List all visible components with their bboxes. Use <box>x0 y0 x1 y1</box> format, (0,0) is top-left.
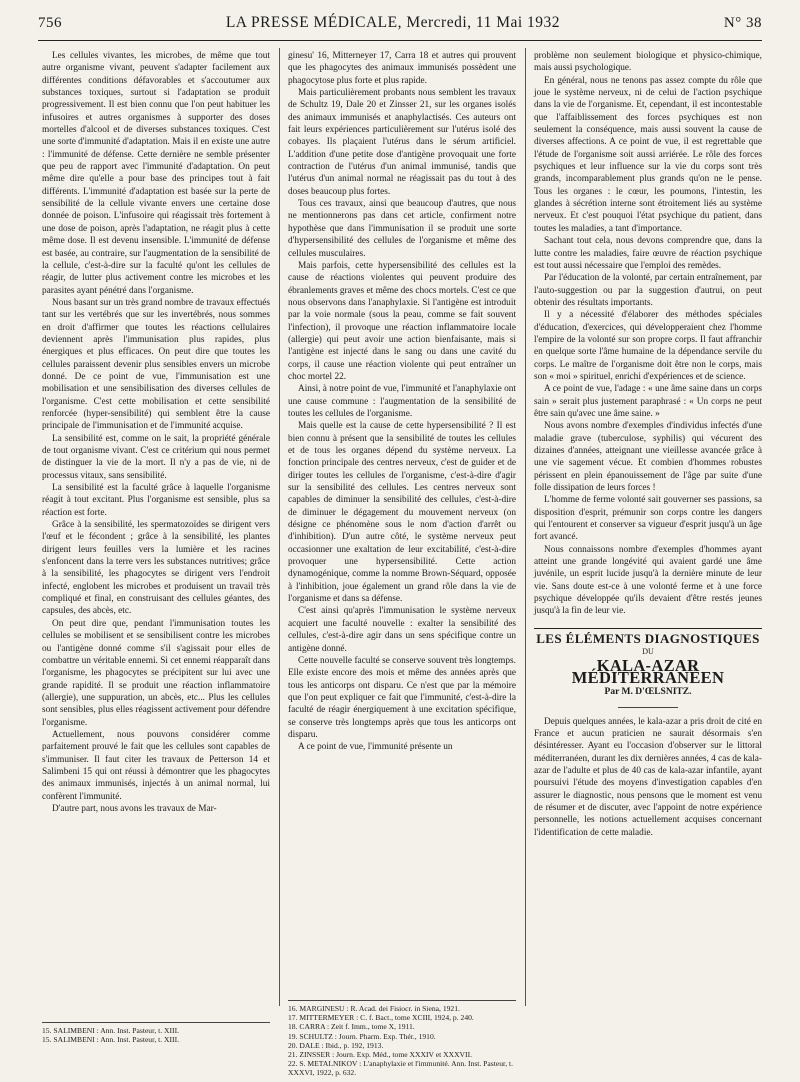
footnote: 15. SALIMBENI : Ann. Inst. Pasteur, t. XIII. <box>42 1026 180 1035</box>
footnote: 21. ZINSSER : Journ. Exp. Méd., tome XXXIV et XXXVII. <box>288 1050 472 1060</box>
paragraph: Nous basant sur un très grand nombre de travaux effectués tant sur les vertébrés que sur les invertébrés, nous sommes en droit d'affirmer que toutes les réactions cellulaires deviennent après l'immunisation plus rapides, plus énergiques et plus efficaces. On peut dire que toutes les cellules paraissent devenir plus sensibles envers un microbe donné. De ce point de vue, l'immunisation est une mobilisation et une sensibilisation des diverses cellules de l'organisme. C'est cette mobilisation et cette sensibilité renforcée (hyper-sensibilité) qui semblent être la cause principale de l'immunisation et de l'immunité acquise. <box>42 297 270 432</box>
issue-number: N° 38 <box>723 15 762 31</box>
header-rule <box>38 40 762 41</box>
footnote: 19. SCHULTZ : Journ. Pharm. Exp. Thér., 1910. <box>288 1031 436 1041</box>
article-paragraph: Depuis quelques années, le kala-azar a pris droit de cité en France et aucun praticien ne saurait désormais s'en désintéresser. Ayant eu l'occasion d'observer sur le littoral méditerranéen, durant les dix dernières années, 4 cas de kala-azar de l'adulte et plus de 40 cas de kala-azar infantile, ayant poursuivi l'étude des moyens d'investigation capables d'en assurer le diagnostic, nous pensons que le moment est venu de résumer et de discuter, avec l'appoint de notre expérience personnelle, les notions actuellement acquises concernant l'identification de cette maladie. <box>534 716 762 838</box>
paragraph: ginesu' 16, Mitterneyer 17, Carra 18 et autres qui prouvent que les phagocytes des animaux immunisés possèdent une phagocytose plus forte et plus rapide. <box>288 51 516 86</box>
article-author: Par M. D'ŒLSNITZ. <box>604 687 692 698</box>
paragraph: Mais particulièrement probants nous semblent les travaux de Schultz 19, Dale 20 et Zinsser 21, sur les organes isolés des animaux immunisés et anaphylactisés. Ces auteurs ont fait leurs expériences particulièrement sur l'utérus isolé des cobayes. Ils plaçaient l'utérus dans le sérum artificiel. L'addition d'une petite dose d'antigène provoquait une forte contraction de l'utérus d'un animal immunisé, tandis que l'utérus d'un animal normal ne réagissait pas du tout à des doses beaucoup plus fortes. <box>288 88 516 197</box>
paragraph: Nous connaissons nombre d'exemples d'hommes ayant atteint une grande longévité qui avaient gardé une âme juvénile, un esprit lucide jusqu'à la dernière minute de leur vie. Sans doute est-ce à une volonté ferme et à une force psychique développée qu'ils devaient d'être restés jeunes jusqu'à la fin de leur vie. <box>534 544 762 617</box>
paragraph: En général, nous ne tenons pas assez compte du rôle que joue le système nerveux, ni de celui de l'action psychique dans la vie de l'organisme. Et, cependant, il est incontestable que l'affaiblissement des forces psychiques est non seulement la conséquence, mais aussi souvent la cause de diverses affections. A ce point de vue, il est regrettable que l'étude de l'organisme soit aussi arriérée. Le rôle des forces psychiques et leur influence sur la vie du corps sont très grands, incomparablement plus grands qu'on ne le pense. Tous les organes : le cœur, les poumons, l'intestin, les glandes à sécrétion interne sont étroitement liés au système nerveux. Et c'est pouquoi l'état psychique du patient, dans toutes les maladies, a tant d'importance. <box>534 75 762 234</box>
paragraph: L'homme de ferme volonté sait gouverner ses passions, sa disposition d'esprit, prémunir son corps contre les dangers qui l'entourent et conserver sa vigueur d'esprit jusqu'à un âge fort avancé. <box>534 495 762 543</box>
paragraph: Tous ces travaux, ainsi que beaucoup d'autres, que nous ne mentionnerons pas dans cet article, confirment notre hypothèse que dans l'immunisation il se produit une sorte d'hypersensibilité des cellules de l'organisme et même des cellules musculaires. <box>288 199 516 259</box>
column-1 <box>42 50 270 1010</box>
article-author-rule <box>618 707 678 708</box>
article-title: LES ÉLÉMENTS DIAGNOSTIQUES <box>536 630 760 646</box>
footnotes-column-2 <box>288 1000 516 1078</box>
footnote: 20. DALE : Ibid., p. 192, 1913. <box>288 1040 384 1050</box>
paragraph: D'autre part, nous avons les travaux de Mar- <box>52 803 217 814</box>
paragraph: Il y a nécessité d'élaborer des méthodes spéciales d'éducation, d'exercices, qui développeraient chez l'homme l'empire de la volonté sur son propre corps. Il faut affranchir en quelque sorte l'âme humaine de la dépendance servile du corps. Le maître de l'organisme doit être non le corps, mais son « moi » spirituel, enrichi d'expériences et de science. <box>534 310 762 382</box>
article-title-du: DU <box>642 647 654 657</box>
paragraph: C'est ainsi qu'après l'immunisation le système nerveux acquiert une faculté nouvelle : exalter la sensibilité des cellules, c'est-à-dire agir dans un sens spécifique contre un antigène donné. <box>288 606 516 654</box>
article-heading <box>534 628 762 708</box>
paragraph: Sachant tout cela, nous devons comprendre que, dans la lutte contre les maladies, faire œuvre de réaction psychique est tout aussi nécessaire que l'emploi des remèdes. <box>534 236 762 271</box>
column-3 <box>534 50 762 990</box>
paragraph: problème non seulement biologique et physico-chimique, mais aussi psychologique. <box>534 51 762 74</box>
paragraph: La sensibilité est la faculté grâce à laquelle l'organisme réagit à tout excitant. Plus l'organisme est sensible, plus sa réaction est forte. <box>42 483 270 518</box>
paragraph: Mais quelle est la cause de cette hypersensibilité ? Il est bien connu à présent que la sensibilité de toutes les cellules et de tous les organes dépend du système nerveux. La fonction principale des centres nerveux, c'est de guider et de diriger toutes les cellules de l'organisme, c'est-à-dire d'agir sur la sensibilité des cellules. Les centres nerveux sont capables de diminuer la sensibilité des cellules, c'est-à-dire de diminuer le dégagement du mouvement nerveux (on désigne ce phénomène sous le nom d'action d'arrêt ou d'inhibition). D'un autre côté, le système nerveux peut occasionner une exaltation de leur excitabilité, c'est-à-dire provoquer une hypersensibilité. Cette action dynamogénique, comme la nomme Brown-Séquard, opposée à l'inhibition, joue également un grand rôle dans la vie de l'organisme et dans sa défense. <box>288 421 516 605</box>
footnote-rule <box>288 1000 516 1001</box>
column-2 <box>288 50 516 1002</box>
column-divider <box>279 48 280 1006</box>
footnote: 16. MARGINESU : R. Acad. dei Fisiocr. in Siena, 1921. <box>288 1004 460 1013</box>
paragraph: Mais parfois, cette hypersensibilité des cellules est la cause de réactions violentes qui peuvent produire des ébranlements graves et même des chocs mortels. C'est ce que nous observons dans l'anaphylaxie. Si l'antigène est introduit par la voie normale (sous la peau, comme se fait souvent l'infection), il provoque une réaction inflammatoire locale (allergie) qui peut avoir une action bienfaisante, mais si l'antigène est injecté dans le sang ou dans une cavité du corps, il cause une réaction violente qui peut entraîner un choc mortel 22. <box>288 260 516 382</box>
publication-title: LA PRESSE MÉDICALE, Mercredi, 11 Mai 1932 <box>225 14 561 31</box>
article-main-title: KALA-AZAR MÉDITERRANÉEN <box>571 655 725 687</box>
paragraph: A ce point de vue, l'immunité présente un <box>298 742 453 753</box>
paragraph: Ainsi, à notre point de vue, l'immunité et l'anaphylaxie ont une cause commune : l'augmentation de la sensibilité de toutes les cellules de l'organisme. <box>288 384 516 419</box>
paragraph: On peut dire que, pendant l'immunisation toutes les cellules se mobilisent et se sensibilisent contre les microbes ou l'antigène donné comme s'il s'agissait pour elles de combattre un véritable ennemi. Si cet ennemi réapparaît dans l'organisme, les phagocytes se précipitent sur lui avec une grande rapidité. Il se produit une réaction inflammatoire (allergie), une suppuration, un abcès, etc... Plus les cellules sont sensibles, plus elles réagissent activement pour défendre l'organisme. <box>42 618 270 728</box>
footnote: 17. MITTERMEYER : C. f. Bact., tome XCIII, 1924, p. 240. <box>288 1013 474 1023</box>
paragraph: A ce point de vue, l'adage : « une âme saine dans un corps sain » serait plus justement paraphrasé : « Un corps ne peut être sain qu'avec une âme saine. » <box>534 384 762 419</box>
paragraph: Nous avons nombre d'exemples d'individus infectés d'une maladie grave (tuberculose, syphilis) qui vécurent des dizaines d'années, atteignant une vieillesse avancée grâce à une vie sagement vécue. Et combien d'hommes robustes périssent en plein épanouissement de l'âge par suite d'une folle dissipation de leurs forces ! <box>534 421 762 494</box>
paragraph: Les cellules vivantes, les microbes, de même que tout autre organisme vivant, peuvent s'adapter facilement aux différentes conditions défavorables et s'accoutumer aux substances toxiques, surtout si l'adaptation se produit progressivement. Il est bien connu que l'on peut habituer les infusoires et autres organismes à supporter des doses mortelles d'alcool et de diverses substances toxiques. C'est une sorte d'immunité d'adaptation. Mais il en existe une autre : l'immunité de défense. Cette dernière ne semble présenter que peu de rapport avec l'immunité d'adaptation. On peut même dire qu'elle a pour base des principes tout à fait différents. L'immunité d'adaptation est basée sur la perte de sensibilité de la cellule vivante envers une certaine dose donnée de poison. L'infusoire qui réagissait très fortement à une dose de poison, après l'adaptation, ne réagit plus à cette même dose. Il est devenu insensible. L'immunité de défense est basée, au contraire, sur l'augmentation de la sensibilité de la cellule, c'est-à-dire sur la faculté qu'ont les cellules de réagir, de lutter plus activement contre les microbes et les parasites ayant pénétré dans l'organisme. <box>42 51 270 296</box>
footnotes-column-1 <box>42 1022 270 1044</box>
paragraph: Par l'éducation de la volonté, par certain entraînement, par l'auto-suggestion ou par la suggestion d'autrui, on peut obtenir des résultats importants. <box>534 273 762 308</box>
paragraph: La sensibilité est, comme on le sait, la propriété générale de tout organisme vivant. C'est ce critérium qui nous permet de distinguer la vie de la mort. Il n'y a pas de vie, ni de processus vitaux, sans sensibilité. <box>42 433 270 481</box>
paragraph: Actuellement, nous pouvons considérer comme parfaitement prouvé le fait que les cellules sont capables de s'immuniser. Il faut citer les travaux de Petterson 14 et Salimbeni 15 qui ont réussi à démontrer que les phagocytes des animaux immunisés, injectés à un animal normal, lui confèrent l'immunité. <box>42 729 270 802</box>
column-divider <box>525 48 526 1006</box>
article-rule <box>534 628 762 629</box>
page-number: 756 <box>38 15 62 31</box>
footnote: 18. CARRA : Zeit f. Imm., tome X, 1911. <box>288 1022 415 1032</box>
page-header <box>38 14 762 38</box>
footnote-rule <box>42 1022 270 1023</box>
footnote: 15. SALIMBENI : Ann. Inst. Pasteur, t. XIII. <box>42 1035 180 1045</box>
paragraph: Grâce à la sensibilité, les spermatozoïdes se dirigent vers l'œuf et le fécondent ; grâce à la sensibilité, les plantes dirigent leurs feuilles vers la lumière et les racines s'enfoncent dans la terre vers les substances nutritives; grâce à la sensibilité, les phagocytes se dirigent vers l'endroit infecté, englobent les microbes et produisent un travail très compliqué et final, en construisant des cellules géantes, des capsules, des abcès, etc. <box>42 520 270 617</box>
footnote: 22. S. METALNIKOV : L'anaphylaxie et l'immunité. Ann. Inst. Pasteur, t. XXXVI, 1922, p. 632. <box>288 1059 514 1078</box>
paragraph: Cette nouvelle faculté se conserve souvent très longtemps. Elle existe encore des mois et même des années après que tous les anticorps ont disparu. Ce n'est que par la mémoire que l'on peut expliquer ce fait que l'immunité, c'est-à-dire la faculté de réagir énergiquement à une excitation spécifique, se conserve très longtemps après que tous les anticorps ont disparu. <box>288 655 516 740</box>
